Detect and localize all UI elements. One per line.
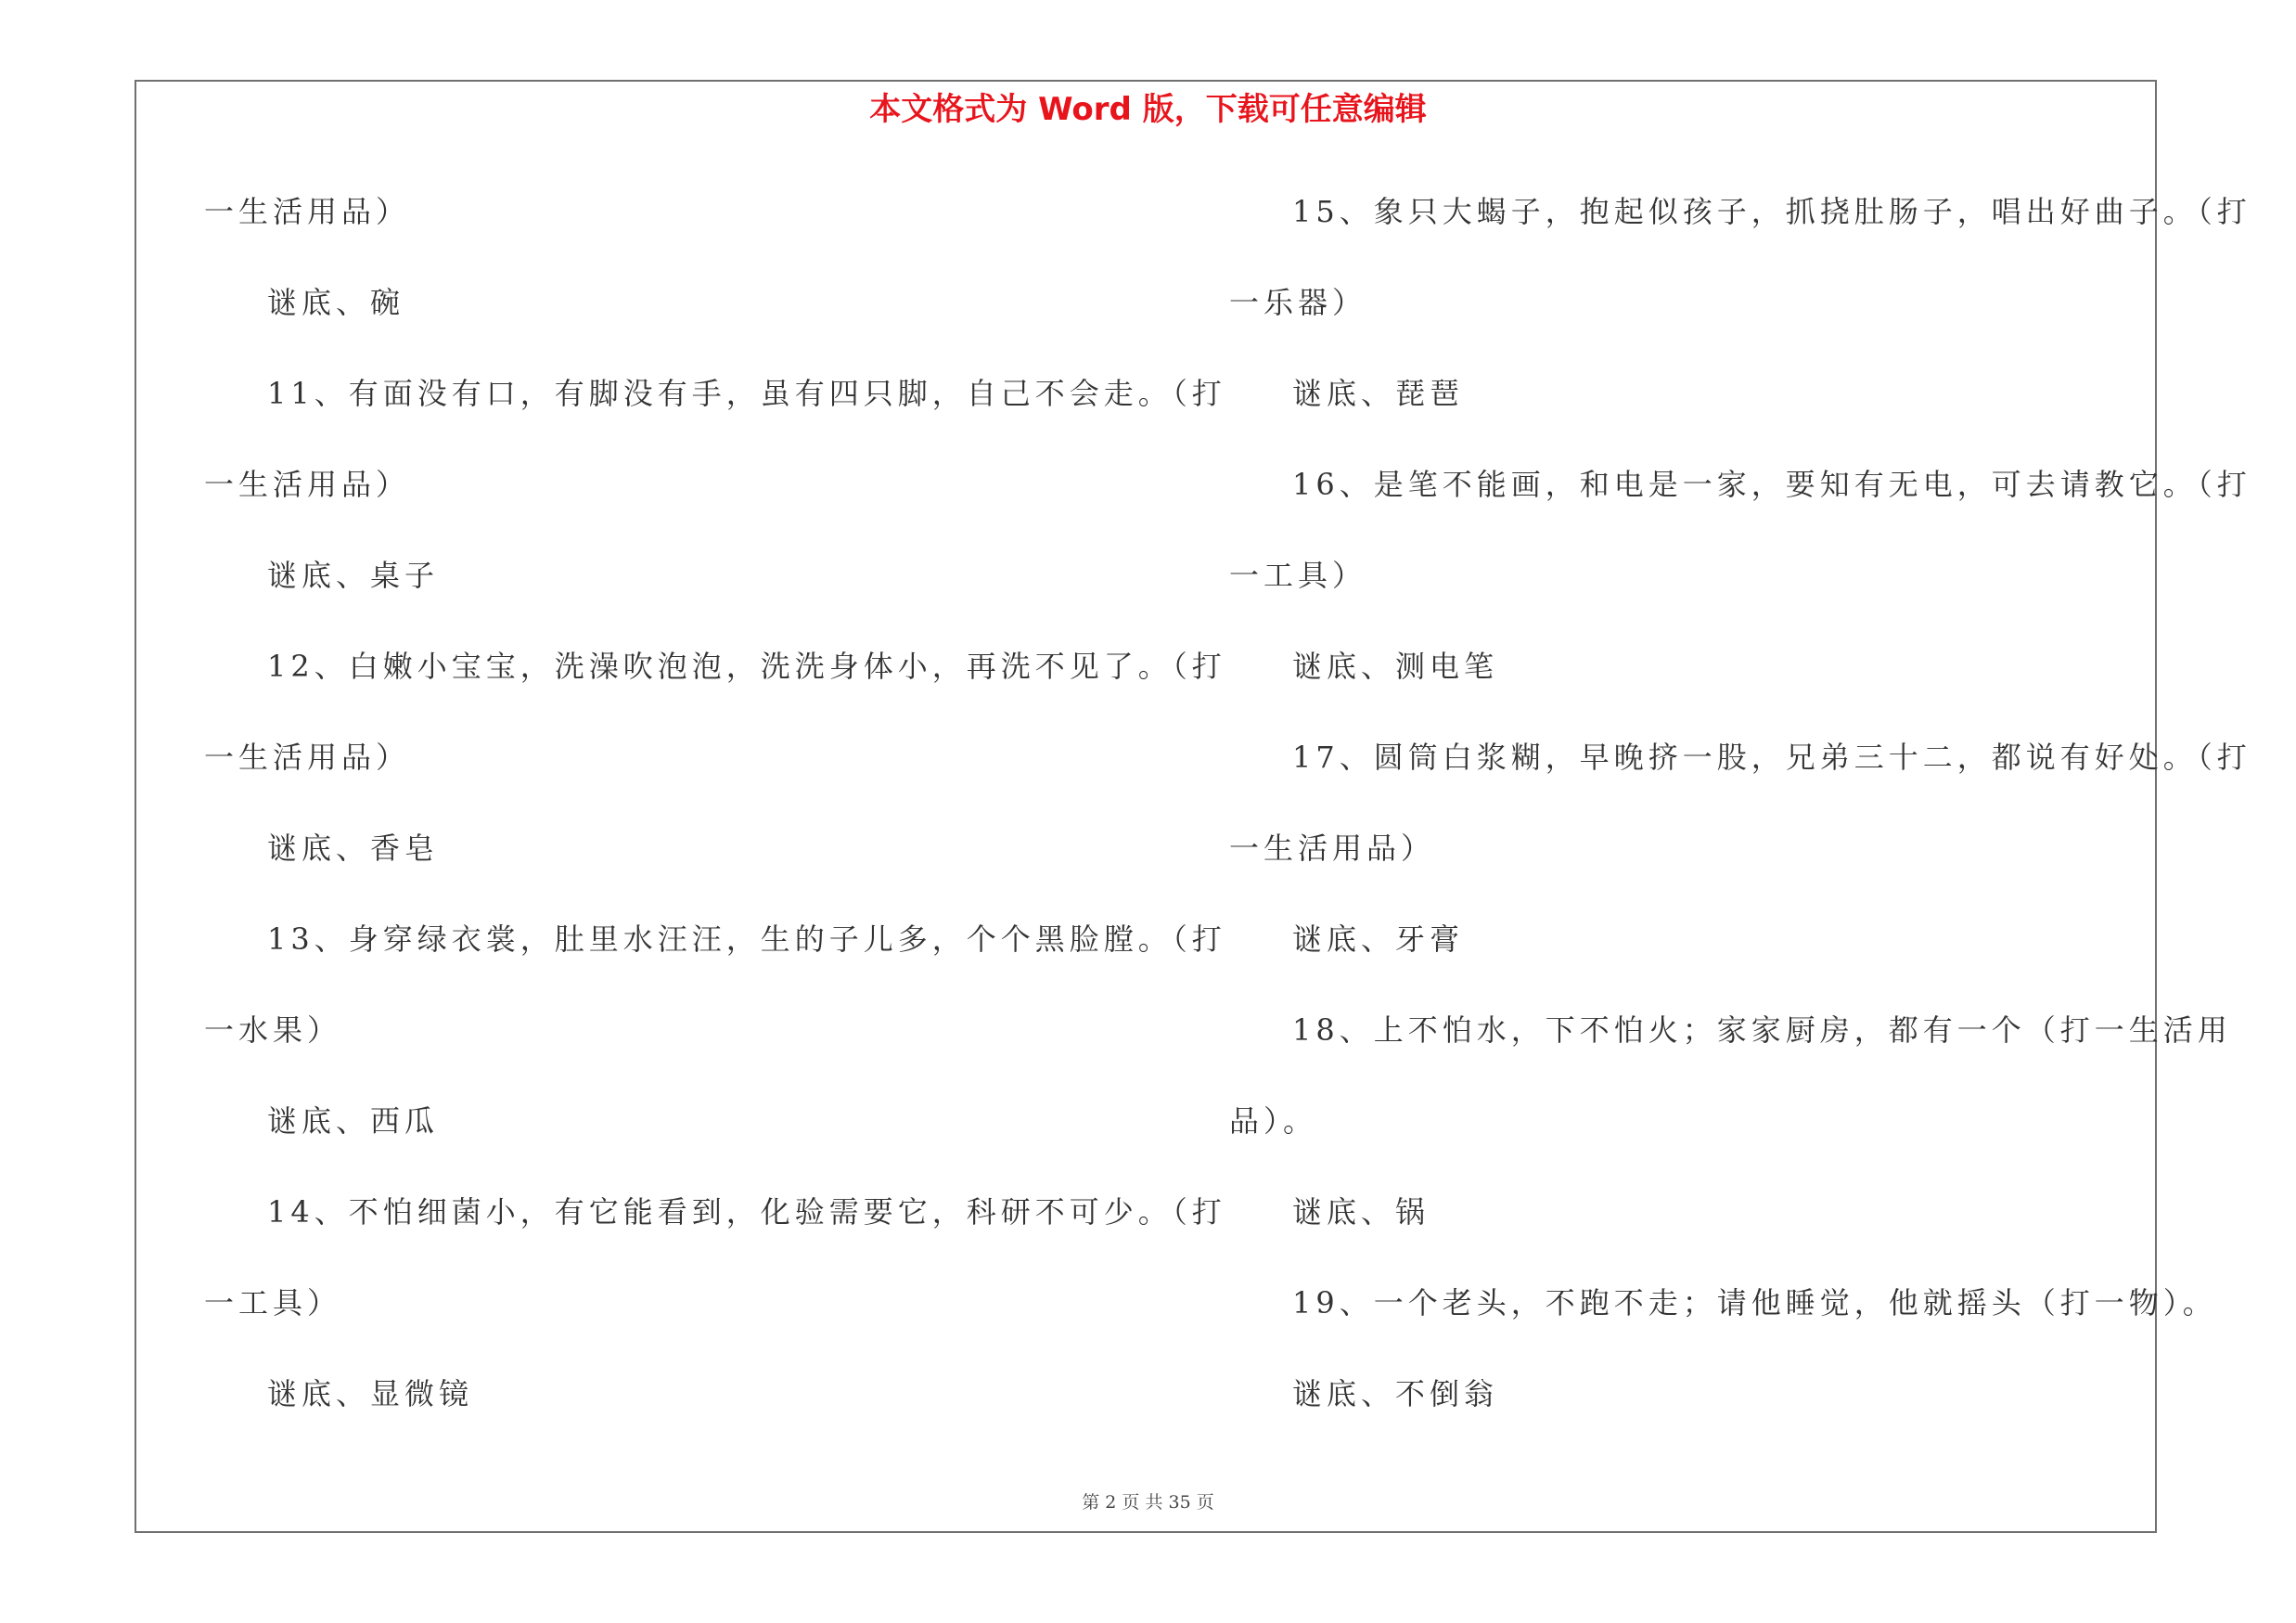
text-line: 品）。 [1229, 1103, 1318, 1139]
text-line: 谜底、牙膏 [1292, 921, 1465, 957]
text-line: 14、不怕细菌小，有它能看到，化验需要它，科研不可少。（打 [267, 1194, 1226, 1230]
text-line: 15、象只大蝎子，抱起似孩子，抓挠肚肠子，唱出好曲子。（打 [1292, 194, 2251, 229]
text-line: 19、一个老头，不跑不走；请他睡觉，他就摇头（打一物）。 [1292, 1285, 2217, 1320]
right-text-column [1229, 184, 2251, 1457]
text-line: 一生活用品） [204, 194, 411, 229]
text-line: 17、圆筒白浆糊，早晚挤一股，兄弟三十二，都说有好处。（打 [1292, 740, 2251, 775]
page-number-footer: 第 2 页 共 35 页 [1082, 1492, 1214, 1513]
text-line: 谜底、琵琶 [1292, 376, 1465, 411]
text-line: 谜底、锅 [1292, 1194, 1430, 1230]
text-line: 谜底、碗 [267, 285, 405, 320]
text-line: 16、是笔不能画，和电是一家，要知有无电，可去请教它。（打 [1292, 467, 2251, 502]
text-line: 18、上不怕水，下不怕火；家家厨房，都有一个（打一生活用 [1292, 1012, 2232, 1048]
text-line: 谜底、测电笔 [1292, 649, 1499, 684]
text-line: 11、有面没有口，有脚没有手，虽有四只脚，自己不会走。（打 [267, 376, 1226, 411]
text-line: 谜底、西瓜 [267, 1103, 440, 1139]
text-line: 谜底、显微镜 [267, 1376, 474, 1411]
text-line: 一工具） [1229, 558, 1367, 593]
text-line: 一生活用品） [204, 467, 411, 502]
text-line: 13、身穿绿衣裳，肚里水汪汪，生的子儿多，个个黑脸膛。（打 [267, 921, 1226, 957]
text-line: 一工具） [204, 1285, 342, 1320]
edit-banner: 本文格式为 Word 版，下载可任意编辑 [869, 91, 1427, 128]
text-line: 谜底、不倒翁 [1292, 1376, 1499, 1411]
text-line: 12、白嫩小宝宝，洗澡吹泡泡，洗洗身体小，再洗不见了。（打 [267, 649, 1226, 684]
left-text-column [204, 184, 1226, 1457]
text-line: 一水果） [204, 1012, 342, 1048]
text-line: 谜底、桌子 [267, 558, 440, 593]
text-line: 一生活用品） [204, 740, 411, 775]
text-line: 谜底、香皂 [267, 831, 440, 866]
text-line: 一乐器） [1229, 285, 1367, 320]
text-line: 一生活用品） [1229, 831, 1436, 866]
